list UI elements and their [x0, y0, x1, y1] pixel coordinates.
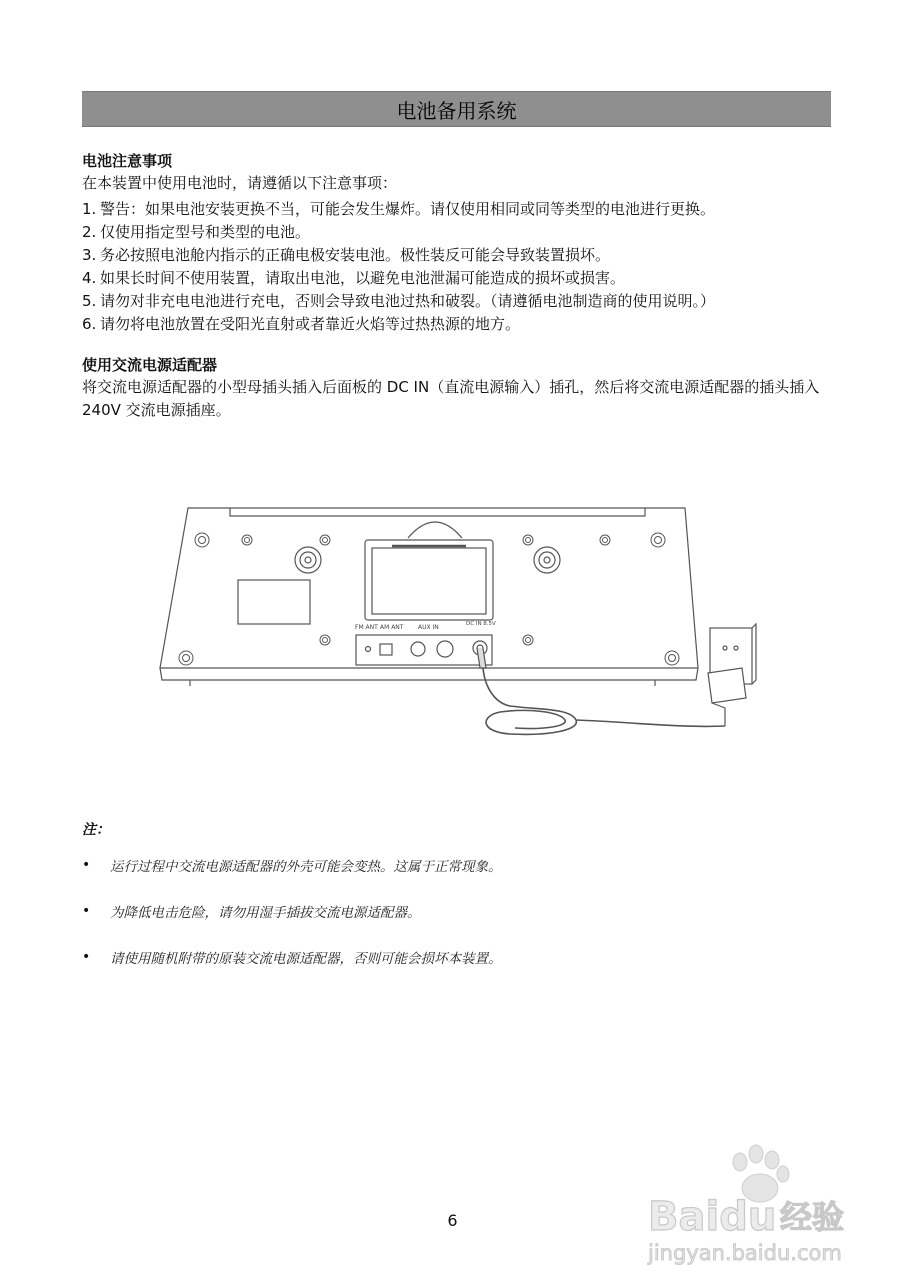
list-item: 6. 请勿将电池放置在受阳光直射或者靠近火焰等过热热源的地方。: [82, 315, 521, 333]
screw-icon: [179, 533, 679, 665]
list-item: • 运行过程中交流电源适配器的外壳可能会变热。这属于正常现象。: [82, 857, 502, 875]
fm-ant-jack: [366, 647, 371, 652]
aux-in-label: AUX IN: [418, 624, 439, 631]
battery-compartment: [365, 540, 493, 620]
notes-title: 注：: [82, 822, 110, 838]
ac-adapter-text: 将交流电源适配器的小型母插头插入后面板的 DC IN（直流电源输入）插孔，然后将交流电源适配器的插头插入 240V 交流电源插座。: [82, 378, 820, 419]
ac-adapter-section: [82, 354, 842, 422]
device-body: [160, 508, 698, 668]
am-ant-terminal: [380, 644, 392, 655]
list-item: 3. 务必按照电池舱内指示的正确电极安装电池。极性装反可能会导致装置损坏。: [82, 246, 611, 264]
connector-panel: [356, 635, 492, 665]
watermark-brand-cn: 经验: [780, 1198, 845, 1236]
device-top-edge: [230, 508, 645, 516]
page-title: 电池备用系统: [396, 98, 517, 123]
dock-dome: [408, 522, 462, 538]
ac-adapter-heading: 使用交流电源适配器: [82, 356, 218, 374]
fm-ant-label: FM ANT: [355, 624, 378, 631]
notes-list: [82, 855, 842, 993]
page-title-bar: [82, 91, 831, 127]
battery-precautions-intro: 在本装置中使用电池时，请遵循以下注意事项：: [82, 174, 398, 192]
dc-in-label: DC IN 8.5V: [466, 621, 496, 627]
list-item: 4. 如果长时间不使用装置，请取出电池，以避免电池泄漏可能造成的损坏或损害。: [82, 269, 626, 287]
power-adapter: [708, 668, 746, 703]
list-item: • 请使用随机附带的原装交流电源适配器，否则可能会损坏本装置。: [82, 949, 502, 967]
main-content: [82, 150, 842, 422]
speaker-mount-icon: [295, 547, 560, 573]
list-item: 2. 仅使用指定型号和类型的电池。: [82, 223, 311, 241]
adapter-cable: [483, 668, 725, 734]
baidu-watermark: [640, 1140, 870, 1270]
aux-in-jack: [411, 642, 425, 656]
list-item: • 为降低电击危险，请勿用湿手插拔交流电源适配器。: [82, 903, 421, 921]
watermark-url: jingyan.baidu.com: [648, 1241, 842, 1265]
battery-precautions-list: [82, 198, 842, 336]
page-number: 6: [447, 1211, 458, 1230]
list-item: 1. 警告：如果电池安装更换不当，可能会发生爆炸。请仅使用相同或同等类型的电池进行更换。: [82, 200, 716, 218]
rear-panel-diagram: [150, 498, 770, 748]
list-item: 5. 请勿对非充电电池进行充电，否则会导致电池过热和破裂。（请遵循电池制造商的使用说明。）: [82, 292, 716, 310]
battery-precautions-heading: 电池注意事项: [82, 152, 173, 170]
watermark-brand: Baidu: [648, 1194, 777, 1240]
device-bottom-edge: [160, 668, 698, 680]
am-ant-label: AM ANT: [380, 624, 404, 631]
label-plate: [238, 580, 310, 624]
